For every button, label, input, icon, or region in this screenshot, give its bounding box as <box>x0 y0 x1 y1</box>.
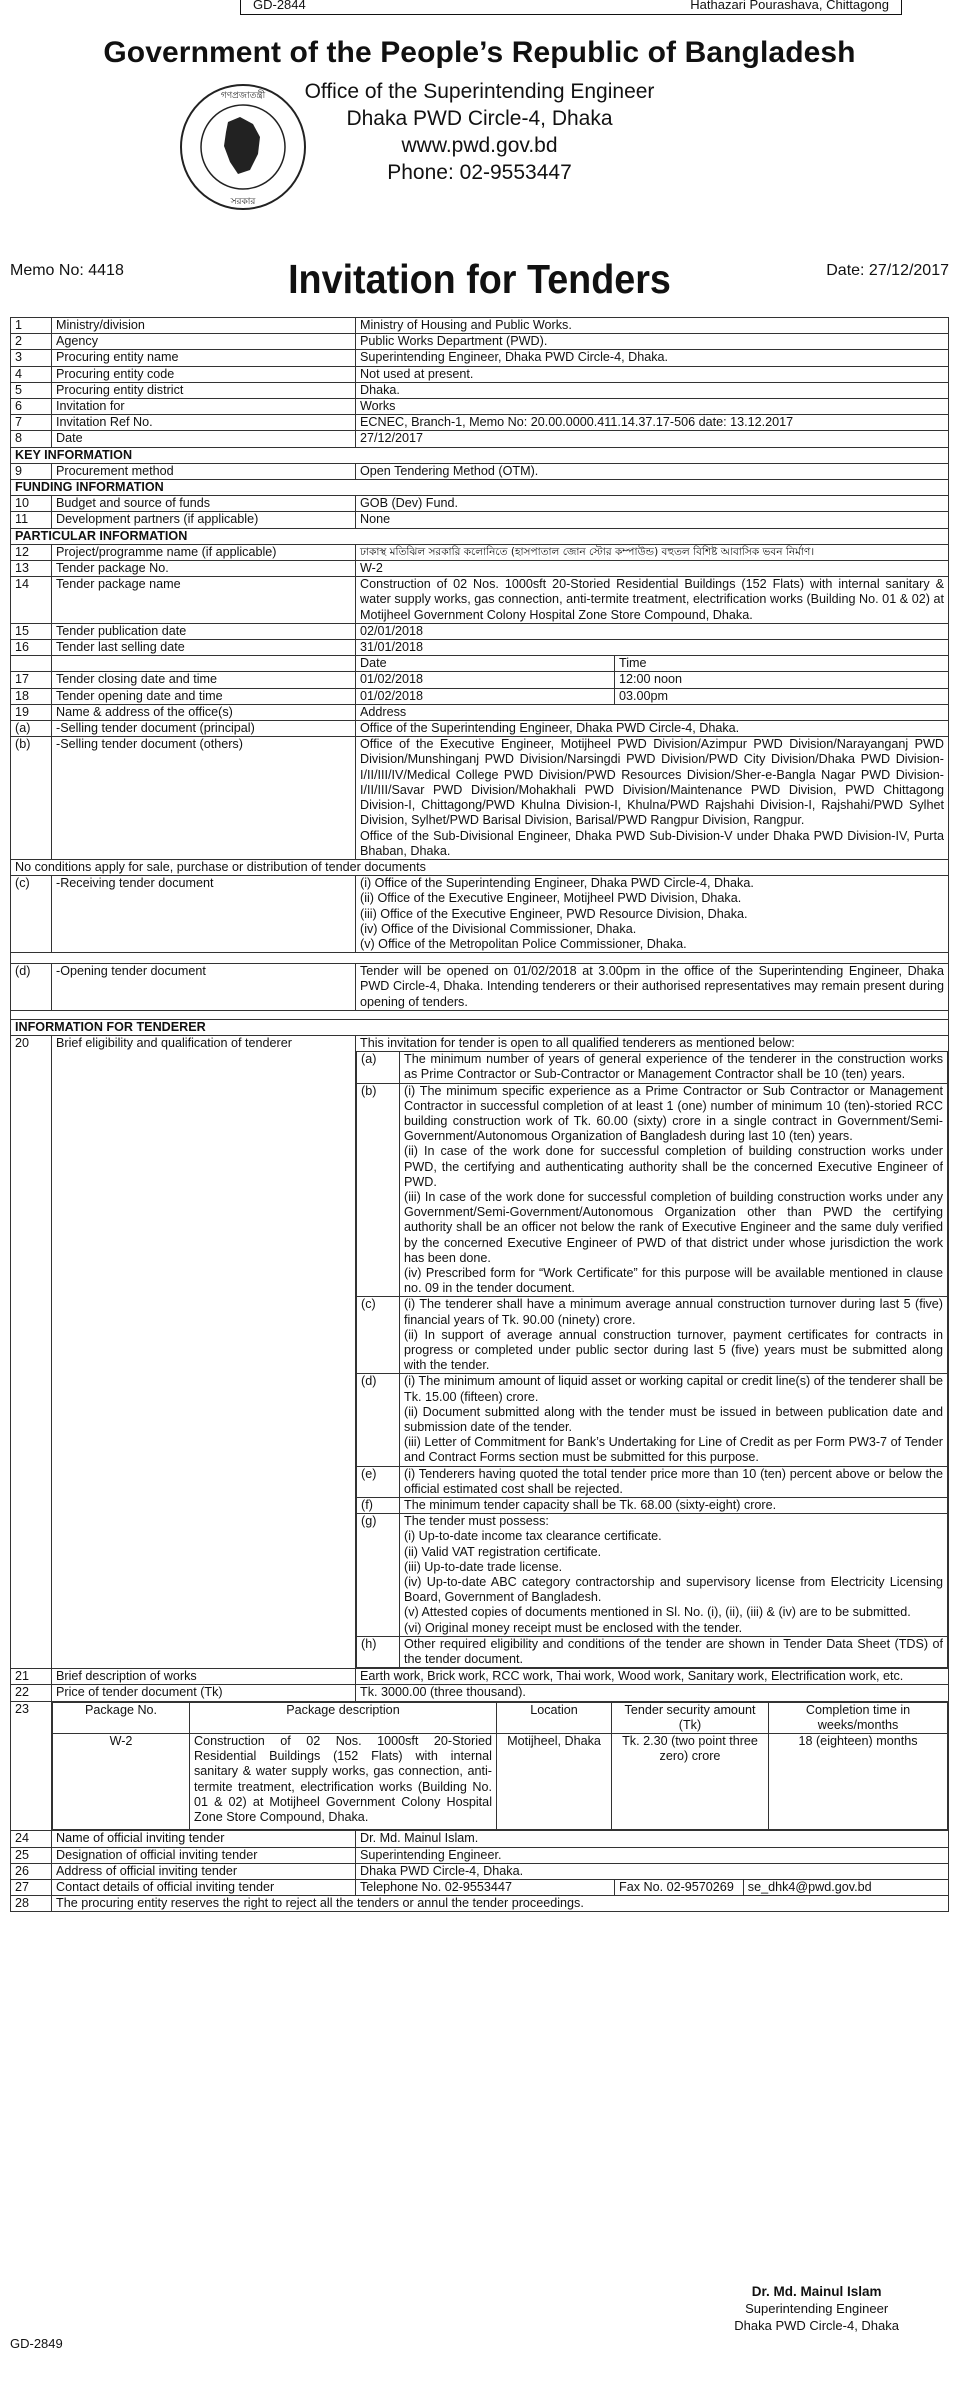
signatory-office: Dhaka PWD Circle-4, Dhaka <box>734 2318 899 2333</box>
table-cell: -Receiving tender document <box>52 876 356 953</box>
table-cell: Telephone No. 02-9553447 <box>356 1879 615 1895</box>
table-cell: -Opening tender document <box>52 964 356 1011</box>
table-cell: (a) <box>357 1052 400 1083</box>
section-heading <box>11 1019 949 1035</box>
table-cell: 21 <box>11 1669 52 1685</box>
table-cell: Designation of official inviting tender <box>52 1847 356 1863</box>
tender-notice <box>0 18 959 1912</box>
table-cell: Address of official inviting tender <box>52 1863 356 1879</box>
table-cell: (d) <box>357 1374 400 1466</box>
table-cell: Dhaka. <box>356 382 949 398</box>
table-cell: Invitation for <box>52 399 356 415</box>
table-cell: KEY INFORMATION <box>11 447 949 463</box>
government-heading: Government of the People’s Republic of Bangladesh <box>103 36 856 69</box>
table-cell: Ministry of Housing and Public Works. <box>356 318 949 334</box>
table-cell: Tender will be opened on 01/02/2018 at 3.00pm in the office of the Superintending Engineer, Dhaka PWD Circle-4, Dhaka. Intending tenderers or their authorised representatives may remain present during opening of tenders. <box>356 964 949 1011</box>
table-row <box>11 1863 949 1879</box>
table-cell: Superintending Engineer, Dhaka PWD Circle-4, Dhaka. <box>356 350 949 366</box>
table-cell: Tender opening date and time <box>52 688 356 704</box>
table-cell: Tender closing date and time <box>52 672 356 688</box>
package-header <box>53 1702 948 1733</box>
eligibility-item <box>357 1636 948 1667</box>
table-row <box>11 399 949 415</box>
table-cell: 22 <box>11 1685 52 1701</box>
table-cell: 12:00 noon <box>615 672 949 688</box>
table-cell: FUNDING INFORMATION <box>11 480 949 496</box>
table-cell: (g) <box>357 1514 400 1637</box>
table-row <box>11 318 949 334</box>
table-cell: Fax No. 02-9570269 <box>615 1879 744 1895</box>
table-cell: INFORMATION FOR TENDERER <box>11 1019 949 1035</box>
circle-name: Dhaka PWD Circle-4, Dhaka <box>346 107 613 130</box>
table-row <box>11 1685 949 1701</box>
eligibility-item <box>357 1052 948 1083</box>
table-cell: Construction of 02 Nos. 1000sft 20-Storied Residential Buildings (152 Flats) with internal sanitary & water supply works, gas connection, anti-termite treatment, electrification works (Building No. 01 & 02) at Motijheel Government Colony Hospital Zone Store Compound, Dhaka. <box>190 1734 497 1830</box>
table-cell: Procuring entity name <box>52 350 356 366</box>
table-cell: Procuring entity district <box>52 382 356 398</box>
table-cell: (a) <box>11 721 52 737</box>
table-row <box>11 544 949 560</box>
package-table <box>52 1702 948 1831</box>
table-cell: (i) Tenderers having quoted the total tender price more than 10 (ten) percent above or below the official estimated cost shall be rejected. <box>400 1466 948 1497</box>
table-cell: -Selling tender document (principal) <box>52 721 356 737</box>
table-cell: Development partners (if applicable) <box>52 512 356 528</box>
table-cell: (i) The minimum amount of liquid asset or working capital or credit line(s) of the tenderer shall be Tk. 15.00 (fifteen) crore. (ii) Document submitted along with the tender must be issued in between publication date and submission date of the tender. (iii) Letter of Commitment for Bank’s Undertaking for Line of Credit as per Form PW3-7 of Tender and Contract Forms section must be submitted for this purpose. <box>400 1374 948 1466</box>
table-cell: None <box>356 512 949 528</box>
table-cell: W-2 <box>356 561 949 577</box>
table-row <box>11 366 949 382</box>
table-cell: W-2 <box>53 1734 190 1830</box>
table-cell: 11 <box>11 512 52 528</box>
table-cell: GOB (Dev) Fund. <box>356 496 949 512</box>
table-cell: 23 <box>11 1701 52 1831</box>
table-cell: 5 <box>11 382 52 398</box>
table-cell: Price of tender document (Tk) <box>52 1685 356 1701</box>
table-cell <box>11 953 949 964</box>
table-cell: Office of the Executive Engineer, Motijheel PWD Division/Azimpur PWD Division/Narayanganj PWD Division/Munshinganj PWD Division/Narsingdi PWD Division/PWD City Division/Dhaka PWD Division-I/II/III/IV/Medical College PWD Division/PWD Resources Division/Sher-e-Bangla Nagar PWD Division-I/II/III/Savar PWD Division/Mohakhali PWD Division/Maintenance PWD Division, PWD Chittagong Division-I, Chittagong/PWD Khulna Division-I, Khulna/PWD Rajshahi Division-I, Rajshahi/PWD Sylhet Division, Sylhet/PWD Barisal Division, Barisal/PWD Rangpur Division, Rangpur. Office of the Sub-Divisional Engineer, Dhaka PWD Sub-Division-V under Dhaka PWD Division-IV, Purta Bhaban, Dhaka. <box>356 737 949 860</box>
table-cell: PARTICULAR INFORMATION <box>11 528 949 544</box>
svg-text:গণপ্রজাতন্ত্রী: গণপ্রজাতন্ত্রী <box>220 91 266 101</box>
table-cell: (i) The minimum specific experience as a Prime Contractor or Sub Contractor or Management Contractor in successful completion of at least 1 (one) number of minimum 10 (ten)-storied RCC building construction work of Tk. 60.00 (sixty) crore in a single contract in Government/Semi-Government/Autonomous Organization of Bangladesh during last 10 (ten) years. (ii) In case of the work done for successful completion of building construction works under PWD, the certifying and authenticating authority shall be the concerned Executive Engineer of PWD. (iii) In case of the work done for successful completion of building construction works under any Government/Semi-Government/Autonomous Organization other than PWD the certifying authority shall be an officer not below the rank of Executive Engineer and the same duly verified by the concerned Executive Engineer of PWD of that district under whose jurisdiction the work has been done. (iv) Prescribed form for “Work Certificate” for this purpose will be available mentioned in clause no. 09 in the tender document. <box>400 1083 948 1297</box>
section-heading <box>11 447 949 463</box>
table-cell: Construction of 02 Nos. 1000sft 20-Storied Residential Buildings (152 Flats) with internal sanitary & water supply works, gas connection, anti-termite treatment, electrification works (Building No. 01 & 02) at Motijheel Government Colony Hospital Zone Store Compound, Dhaka. <box>356 577 949 624</box>
table-cell: Invitation Ref No. <box>52 415 356 431</box>
table-cell: Earth work, Brick work, RCC work, Thai work, Wood work, Sanitary work, Electrification work, etc. <box>356 1669 949 1685</box>
table-cell: Open Tendering Method (OTM). <box>356 463 949 479</box>
table-cell: (f) <box>357 1498 400 1514</box>
table-cell: 15 <box>11 623 52 639</box>
table-row <box>11 737 949 860</box>
table-row <box>11 1896 949 1912</box>
table-row <box>11 577 949 624</box>
table-cell: Name & address of the office(s) <box>52 704 356 720</box>
table-cell: (e) <box>357 1466 400 1497</box>
table-cell: 24 <box>11 1831 52 1847</box>
table-cell: 6 <box>11 399 52 415</box>
table-cell: The minimum number of years of general experience of the tenderer in the construction works as Prime Contractor or Sub-Contractor or Management Contractor shall be 10 (ten) years. <box>400 1052 948 1083</box>
tender-table <box>10 317 949 1912</box>
table-cell: Tender package No. <box>52 561 356 577</box>
table-cell: 20 <box>11 1035 52 1668</box>
table-cell: 14 <box>11 577 52 624</box>
table-cell: 18 (eighteen) months <box>769 1734 948 1830</box>
table-cell: Tender last selling date <box>52 640 356 656</box>
table-row <box>11 859 949 875</box>
table-cell: Contact details of official inviting tender <box>52 1879 356 1895</box>
table-cell: Project/programme name (if applicable) <box>52 544 356 560</box>
table-row <box>11 721 949 737</box>
table-row <box>11 964 949 1011</box>
table-cell: 16 <box>11 640 52 656</box>
table-cell: ECNEC, Branch-1, Memo No: 20.00.0000.411.14.37.17-506 date: 13.12.2017 <box>356 415 949 431</box>
table-cell: 13 <box>11 561 52 577</box>
table-cell: Procuring entity code <box>52 366 356 382</box>
eligibility-item <box>357 1498 948 1514</box>
table-cell <box>11 656 52 672</box>
notice-title: Invitation for Tenders <box>288 256 671 302</box>
table-cell: 4 <box>11 366 52 382</box>
table-cell: Dr. Md. Mainul Islam. <box>356 1831 949 1847</box>
table-cell: Location <box>497 1702 612 1733</box>
eligibility-row <box>11 1035 949 1668</box>
table-cell: 31/01/2018 <box>356 640 949 656</box>
table-cell: Works <box>356 399 949 415</box>
table-row <box>11 688 949 704</box>
phone: Phone: 02-9553447 <box>387 161 572 184</box>
table-row <box>11 656 949 672</box>
table-row <box>11 382 949 398</box>
signatory-name: Dr. Md. Mainul Islam <box>751 2284 882 2299</box>
table-row <box>11 672 949 688</box>
table-row <box>11 350 949 366</box>
table-cell: 7 <box>11 415 52 431</box>
table-cell: 01/02/2018 <box>356 688 615 704</box>
table-cell: -Selling tender document (others) <box>52 737 356 860</box>
eligibility-item <box>357 1297 948 1374</box>
package-row <box>11 1701 949 1831</box>
office-name: Office of the Superintending Engineer <box>304 80 655 103</box>
table-cell: (i) The tenderer shall have a minimum average annual construction turnover during last 5 (five) financial years of Tk. 90.00 (ninety) crore. (ii) In support of average annual construction turnover, payment certificates for contracts in progress or completed under public sector during last 5 (five) years must be submitted along with the tender. <box>400 1297 948 1374</box>
table-cell: Ministry/division <box>52 318 356 334</box>
table-cell: The procuring entity reserves the right to reject all the tenders or annul the tender proceedings. <box>52 1896 949 1912</box>
table-cell: 10 <box>11 496 52 512</box>
table-cell: 12 <box>11 544 52 560</box>
table-cell: Tk. 3000.00 (three thousand). <box>356 1685 949 1701</box>
table-row <box>11 1669 949 1685</box>
table-row <box>11 496 949 512</box>
table-cell: 18 <box>11 688 52 704</box>
table-row <box>11 704 949 720</box>
table-cell: 3 <box>11 350 52 366</box>
table-cell: The minimum tender capacity shall be Tk. 68.00 (sixty-eight) crore. <box>400 1498 948 1514</box>
table-cell: (h) <box>357 1636 400 1667</box>
table-cell: Brief description of works <box>52 1669 356 1685</box>
table-cell: Tender publication date <box>52 623 356 639</box>
memo-date: Date: 27/12/2017 <box>826 262 949 279</box>
table-cell: Tender package name <box>52 577 356 624</box>
svg-text:সরকার: সরকার <box>230 197 256 207</box>
table-cell: ঢাকাস্থ মতিঝিল সরকারি কলোনিতে (হাসপাতাল জোন স্টোর কম্পাউন্ড) বহুতল বিশিষ্ট আবাসিক ভবন নির্মাণ। <box>356 544 949 560</box>
eligibility-table <box>356 1051 948 1668</box>
table-cell: Address <box>356 704 949 720</box>
table-cell: Time <box>615 656 949 672</box>
package-data <box>53 1734 948 1830</box>
table-cell: Package description <box>190 1702 497 1733</box>
eligibility-item <box>357 1514 948 1637</box>
table-cell: 03.00pm <box>615 688 949 704</box>
table-cell: Procurement method <box>52 463 356 479</box>
table-cell: (d) <box>11 964 52 1011</box>
table-cell: 02/01/2018 <box>356 623 949 639</box>
website: www.pwd.gov.bd <box>401 134 558 157</box>
table-cell: 27 <box>11 1879 52 1895</box>
table-row <box>11 640 949 656</box>
table-cell: (i) Office of the Superintending Engineer, Dhaka PWD Circle-4, Dhaka. (ii) Office of the Executive Engineer, Motijheel PWD Division, Dhaka. (iii) Office of the Executive Engineer, PWD Resource Division, Dhaka. (iv) Office of the Divisional Commissioner, Dhaka. (v) Office of the Metropolitan Police Commissioner, Dhaka. <box>356 876 949 953</box>
office-address <box>0 78 959 186</box>
table-cell: 25 <box>11 1847 52 1863</box>
table-cell: Office of the Superintending Engineer, Dhaka PWD Circle-4, Dhaka. <box>356 721 949 737</box>
table-cell: Name of official inviting tender <box>52 1831 356 1847</box>
footer-code: GD-2849 <box>10 2336 63 2351</box>
table-cell: 2 <box>11 334 52 350</box>
section-heading <box>11 528 949 544</box>
table-cell: (c) <box>357 1297 400 1374</box>
table-row <box>11 953 949 964</box>
table-row <box>11 512 949 528</box>
table-cell: This invitation for tender is open to all qualified tenderers as mentioned below: (a) The minimum number of years of general experience of the tenderer in the construction works as Prime Contractor or Sub-Contractor or Management Contractor shall be 10 (ten) years. (b) (i) The minimum specific experience as a Prime Contractor or Sub Contractor or Management Contractor in successful completion of at least 1 (one) number of minimum 10 (ten)-storied RCC building construction work of Tk. 60.00 (sixty) crore in a single contract in Government/Semi-Government/Autonomous Organization of Bangladesh during last 10 (ten) years. (ii) In case of the work done for successful completion of building construction works under PWD, the certifying and authenticating authority shall be the concerned Executive Engineer of PWD. (iii) In case of the work done for successful completion of building construction works under any Government/Semi-Government/Autonomous Organization other than PWD the certifying authority shall be an officer not below the rank of Executive Engineer and the same duly verified by the concerned Executive Engineer of PWD of that district under whose jurisdiction the work has been done. (iv) Prescribed form for “Work Certificate” for this purpose will be available mentioned in clause no. 09 in the tender document. (c) (i) The tenderer shall have a minimum average annual construction turnover during last 5 (five) financial years of Tk. 90.00 (ninety) crore. (ii) In support of average annual construction turnover, payment certificates for contracts in progress or completed under public sector during last 5 (five) years must be submitted along with the tender. (d) (i) The minimum amount of liquid asset or working capital or credit line(s) of the tenderer shall be Tk. 15.00 (fifteen) crore. (ii) Document submitted along with the tender must be issued in between publication date and submission date of the tender. (iii) Letter of Commitment for Bank’s Undertaking for Line of Credit as per Form PW3-7 of Tender and Contract Forms section must be submitted for this purpose. (e) (i) Tenderers having quoted the total tender price more than 10 (ten) percent above or below the official estimated cost shall be rejected. (f) The minimum tender capacity shall be Tk. 68.00 (sixty-eight) crore. (g) The tender must possess: (i) Up-to-date income tax clearance certificate. (ii) Valid VAT registration certificate. (iii) Up-to-date trade license. (iv) Up-to-date ABC category contractorship and supervisory license from Electricity Licensing Board, Government of Bangladesh. (v) Attested copies of documents mentioned in Sl. No. (i), (ii), (iii) & (iv) are to be submitted. (vi) Original money receipt must be enclosed with the tender. (h) Other required eligibility and conditions of the tender are shown in Tender Data Sheet (TDS) of the tender document. <box>356 1035 949 1668</box>
table-cell: 19 <box>11 704 52 720</box>
table-cell <box>11 1010 949 1019</box>
table-cell: 26 <box>11 1863 52 1879</box>
table-row <box>11 415 949 431</box>
table-cell: 8 <box>11 431 52 447</box>
signature-block <box>734 2283 899 2334</box>
table-row <box>11 1010 949 1019</box>
table-cell: Brief eligibility and qualification of tenderer <box>52 1035 356 1668</box>
table-cell: 27/12/2017 <box>356 431 949 447</box>
table-cell: Completion time in weeks/months <box>769 1702 948 1733</box>
eligibility-item <box>357 1466 948 1497</box>
table-row <box>11 431 949 447</box>
top-strip-right: Hathazari Pourashava, Chittagong <box>690 0 889 12</box>
table-row <box>11 876 949 953</box>
table-cell: Tk. 2.30 (two point three zero) crore <box>612 1734 769 1830</box>
table-cell: (b) <box>357 1083 400 1297</box>
table-cell <box>52 1701 949 1831</box>
table-cell: Budget and source of funds <box>52 496 356 512</box>
table-cell: Public Works Department (PWD). <box>356 334 949 350</box>
table-cell: Motijheel, Dhaka <box>497 1734 612 1830</box>
top-strip <box>240 0 902 15</box>
table-cell: Not used at present. <box>356 366 949 382</box>
table-cell: Tender security amount (Tk) <box>612 1702 769 1733</box>
table-cell: Agency <box>52 334 356 350</box>
table-cell: Superintending Engineer. <box>356 1847 949 1863</box>
table-cell: Date <box>52 431 356 447</box>
table-cell: Dhaka PWD Circle-4, Dhaka. <box>356 1863 949 1879</box>
table-cell: 01/02/2018 <box>356 672 615 688</box>
table-row <box>11 334 949 350</box>
table-cell: The tender must possess: (i) Up-to-date income tax clearance certificate. (ii) Valid VAT registration certificate. (iii) Up-to-date trade license. (iv) Up-to-date ABC category contractorship and supervisory license from Electricity Licensing Board, Government of Bangladesh. (v) Attested copies of documents mentioned in Sl. No. (i), (ii), (iii) & (iv) are to be submitted. (vi) Original money receipt must be enclosed with the tender. <box>400 1514 948 1637</box>
table-cell: (c) <box>11 876 52 953</box>
table-cell: 17 <box>11 672 52 688</box>
section-heading <box>11 480 949 496</box>
table-cell: se_dhk4@pwd.gov.bd <box>743 1879 948 1895</box>
eligibility-item <box>357 1083 948 1297</box>
table-cell: Other required eligibility and conditions of the tender are shown in Tender Data Sheet (TDS) of the tender document. <box>400 1636 948 1667</box>
table-row <box>11 463 949 479</box>
table-cell: 9 <box>11 463 52 479</box>
signatory-designation: Superintending Engineer <box>745 2301 889 2316</box>
table-row <box>11 623 949 639</box>
eligibility-item <box>357 1374 948 1466</box>
table-row <box>11 1879 949 1895</box>
table-cell: (b) <box>11 737 52 860</box>
table-cell: 1 <box>11 318 52 334</box>
table-row <box>11 1847 949 1863</box>
table-cell: No conditions apply for sale, purchase or distribution of tender documents <box>11 859 949 875</box>
top-strip-left: GD-2844 <box>253 0 306 12</box>
table-cell: Date <box>356 656 615 672</box>
table-row <box>11 1831 949 1847</box>
table-row <box>11 561 949 577</box>
table-cell <box>52 656 356 672</box>
memo-number: Memo No: 4418 <box>10 262 124 279</box>
table-cell: Package No. <box>53 1702 190 1733</box>
table-cell: 28 <box>11 1896 52 1912</box>
